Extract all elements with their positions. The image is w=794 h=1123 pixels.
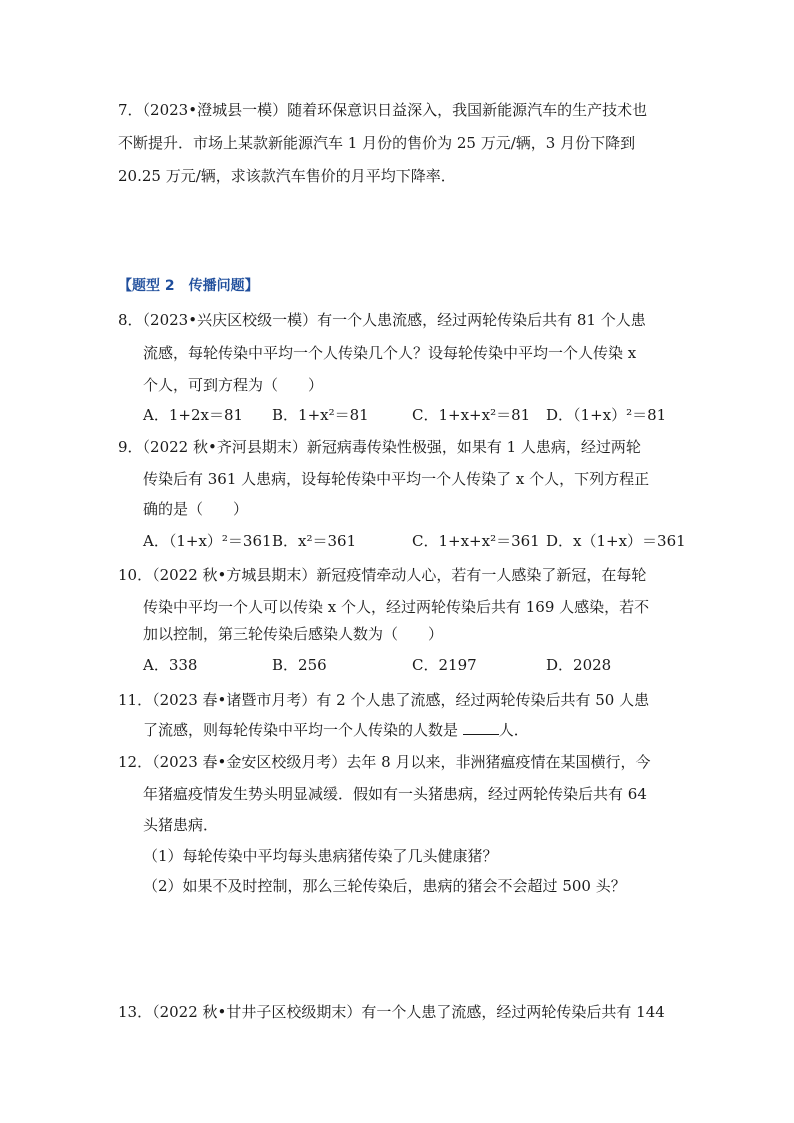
section-heading: 【题型 2 传播问题】 (118, 278, 259, 294)
q10-line-1: 10．（2022 秋•方城县期末）新冠疫情牵动人心，若有一人感染了新冠，在每轮 (118, 566, 647, 584)
answer-blank[interactable] (463, 720, 499, 735)
q11-line-2-unit: 人． (498, 721, 529, 739)
q9-line-2: 传染后有 361 人患病，设每轮传染中平均一个人传染了 x 个人，下列方程正 (143, 470, 650, 488)
q10-line-3: 加以控制，第三轮传染后感染人数为（ ） (143, 625, 444, 643)
q12-line-3: 头猪患病． (143, 816, 219, 834)
q9-line-1: 9．（2022 秋•齐河县期末）新冠病毒传染性极强，如果有 1 人患病，经过两轮 (118, 438, 641, 456)
q10-line-2: 传染中平均一个人可以传染 x 个人，经过两轮传染后共有 169 人感染，若不 (143, 598, 650, 616)
q7-line-3: 20.25 万元/辆，求该款汽车售价的月平均下降率． (118, 167, 456, 185)
q7-line-2: 不断提升．市场上某款新能源汽车 1 月份的售价为 25 万元/辆，3 月份下降到 (118, 134, 636, 152)
q12-sub-1: （1）每轮传染中平均每头患病猪传染了几头健康猪？ (143, 847, 498, 865)
q8-line-1: 8．（2023•兴庆区校级一模）有一个人患流感，经过两轮传染后共有 81 个人患 (118, 311, 646, 329)
q8-option-b: B．1+x²＝81 (272, 406, 369, 424)
q12-line-2: 年猪瘟疫情发生势头明显减缓．假如有一头猪患病，经过两轮传染后共有 64 (143, 785, 647, 803)
q11-line-1: 11．（2023 春•诸暨市月考）有 2 个人患了流感，经过两轮传染后共有 50 人患 (118, 691, 650, 709)
q9-option-c: C．1+x+x²＝361 (412, 532, 540, 550)
q9-option-b: B．x²＝361 (272, 532, 357, 550)
q12-line-1: 12．（2023 春•金安区校级月考）去年 8 月以来，非洲猪瘟疫情在某国横行，今 (118, 753, 651, 771)
q11-line-2 (143, 720, 529, 740)
q8-line-3: 个人，可到方程为（ ） (143, 376, 324, 394)
q13-line-1: 13．（2022 秋•甘井子区校级期末）有一个人患了流感，经过两轮传染后共有 144 (118, 1003, 665, 1021)
q10-option-a: A．338 (143, 656, 198, 674)
q10-option-d: D．2028 (546, 656, 612, 674)
q12-sub-2: （2）如果不及时控制，那么三轮传染后，患病的猪会不会超过 500 头？ (143, 877, 626, 895)
q10-option-b: B．256 (272, 656, 327, 674)
q8-line-2: 流感，每轮传染中平均一个人传染几个人？设每轮传染中平均一个人传染 x (143, 344, 637, 362)
q9-option-d: D．x（1+x）＝361 (546, 532, 686, 550)
q8-option-d: D．（1+x）²＝81 (546, 406, 667, 424)
q9-option-a: A．（1+x）²＝361 (143, 532, 272, 550)
q8-option-c: C．1+x+x²＝81 (412, 406, 531, 424)
q7-line-1: 7．（2023•澄城县一模）随着环保意识日益深入，我国新能源汽车的生产技术也 (118, 101, 648, 119)
q9-line-3: 确的是（ ） (143, 500, 249, 518)
q8-option-a: A．1+2x＝81 (143, 406, 244, 424)
q10-option-c: C．2197 (412, 656, 477, 674)
q11-line-2-text: 了流感，则每轮传染中平均一个人传染的人数是 (143, 721, 463, 739)
